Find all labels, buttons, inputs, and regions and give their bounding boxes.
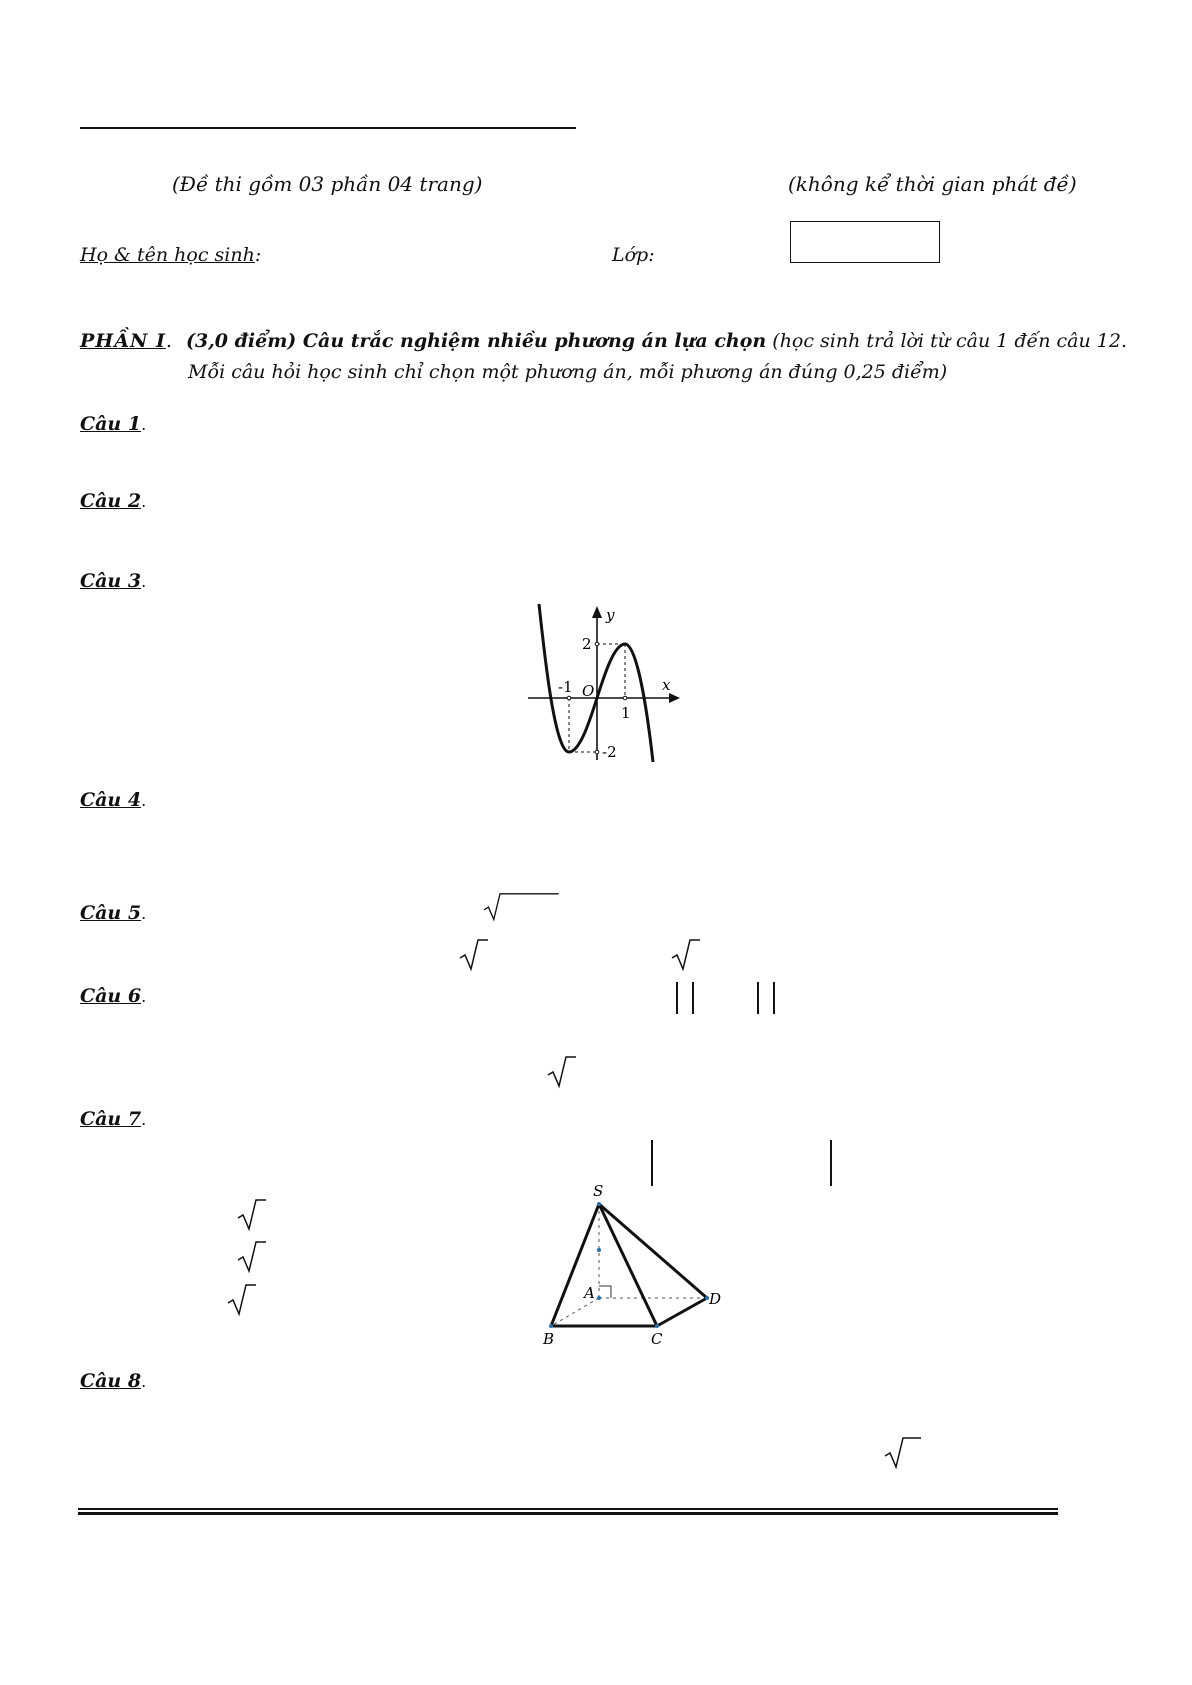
label-D: D — [709, 1290, 722, 1308]
question-8-label: Câu 8 — [80, 1370, 142, 1392]
label-x-axis: x — [662, 676, 671, 694]
abs-bar — [692, 982, 694, 1014]
sqrt-symbol — [218, 1238, 298, 1278]
label-C: C — [651, 1330, 663, 1348]
student-name-label: Họ & tên học sinh — [80, 244, 255, 266]
vertex-B — [549, 1324, 553, 1328]
label-1: 1 — [621, 704, 631, 722]
time-note: (không kể thời gian phát đề) — [788, 172, 1077, 196]
question-2-dot: . — [141, 492, 147, 511]
question-4-dot: . — [141, 791, 147, 810]
sqrt-symbol — [528, 1053, 608, 1093]
footer-rule-bottom — [78, 1512, 1058, 1515]
label-S: S — [593, 1182, 604, 1200]
question-3-label: Câu 3 — [80, 570, 142, 592]
abs-bar — [830, 1140, 832, 1186]
question-5-label: Câu 5 — [80, 902, 142, 924]
right-angle-mark — [599, 1286, 611, 1298]
sqrt-symbol — [208, 1281, 288, 1321]
point-y2 — [595, 642, 599, 646]
question-2 — [80, 490, 146, 512]
label-neg2: -2 — [602, 743, 617, 761]
question-1-label: Câu 1 — [80, 413, 142, 435]
question-3 — [80, 570, 146, 592]
abs-bar — [757, 982, 759, 1014]
sqrt-symbol — [218, 1196, 298, 1236]
question-7-label: Câu 7 — [80, 1108, 142, 1130]
edge-SD — [599, 1204, 707, 1298]
question-6-label: Câu 6 — [80, 985, 142, 1007]
edge-CD — [657, 1298, 707, 1326]
sqrt-symbol — [440, 936, 520, 976]
label-2: 2 — [582, 635, 592, 653]
footer-rule-top — [78, 1508, 1058, 1510]
class-label: Lớp: — [612, 244, 655, 266]
abs-bar — [773, 982, 775, 1014]
midpoint-SA — [597, 1248, 601, 1252]
question-5-dot: . — [141, 904, 147, 923]
part1-dot: . — [165, 330, 172, 352]
point-xneg1 — [567, 696, 571, 700]
exam-info: (Đề thi gồm 03 phần 04 trang) — [172, 172, 483, 196]
abs-bar — [676, 982, 678, 1014]
student-name-field — [80, 244, 261, 266]
question-6-dot: . — [141, 987, 147, 1006]
point-yneg2 — [595, 750, 599, 754]
y-axis-arrow — [592, 606, 602, 618]
part1-instruction-line1: (học sinh trả lời từ câu 1 đến câu 12. — [772, 330, 1127, 352]
sqrt-symbol — [484, 888, 564, 928]
label-y-axis: y — [606, 606, 615, 624]
question-7 — [80, 1108, 146, 1130]
cubic-curve — [539, 604, 653, 762]
sqrt-symbol — [870, 1434, 950, 1474]
part1-instruction-line2: Mỗi câu hỏi học sinh chỉ chọn một phương án, mỗi phương án đúng 0,25 điểm) — [188, 361, 948, 383]
question-4-label: Câu 4 — [80, 789, 142, 811]
vertex-S — [597, 1202, 601, 1206]
question-1-dot: . — [141, 415, 147, 434]
edge-SB — [551, 1204, 599, 1326]
question-7-dot: . — [141, 1110, 147, 1129]
question-5 — [80, 902, 146, 924]
part1-heading — [80, 330, 1127, 352]
cubic-graph — [520, 600, 690, 765]
label-B: B — [543, 1330, 555, 1348]
sqrt-symbol — [652, 936, 732, 976]
header-rule — [80, 127, 576, 129]
question-1 — [80, 413, 146, 435]
pyramid-figure — [535, 1180, 735, 1350]
edge-SC — [599, 1204, 657, 1326]
question-3-dot: . — [141, 572, 147, 591]
label-A: A — [584, 1284, 595, 1302]
label-origin: O — [582, 682, 595, 700]
student-name-colon: : — [254, 244, 262, 266]
part1-points: (3,0 điểm) Câu trắc nghiệm nhiều phương án lựa chọn — [185, 330, 767, 352]
part1-title: PHẦN I — [80, 330, 166, 352]
edge-AB — [551, 1298, 599, 1326]
x-axis-arrow — [669, 693, 680, 703]
question-8 — [80, 1370, 146, 1392]
question-6 — [80, 985, 146, 1007]
point-x1 — [623, 696, 627, 700]
question-8-dot: . — [141, 1372, 147, 1391]
label-neg1: -1 — [558, 678, 573, 696]
vertex-A — [597, 1296, 601, 1300]
vertex-C — [655, 1324, 659, 1328]
question-4 — [80, 789, 146, 811]
exam-code-box — [790, 221, 940, 263]
question-2-label: Câu 2 — [80, 490, 142, 512]
